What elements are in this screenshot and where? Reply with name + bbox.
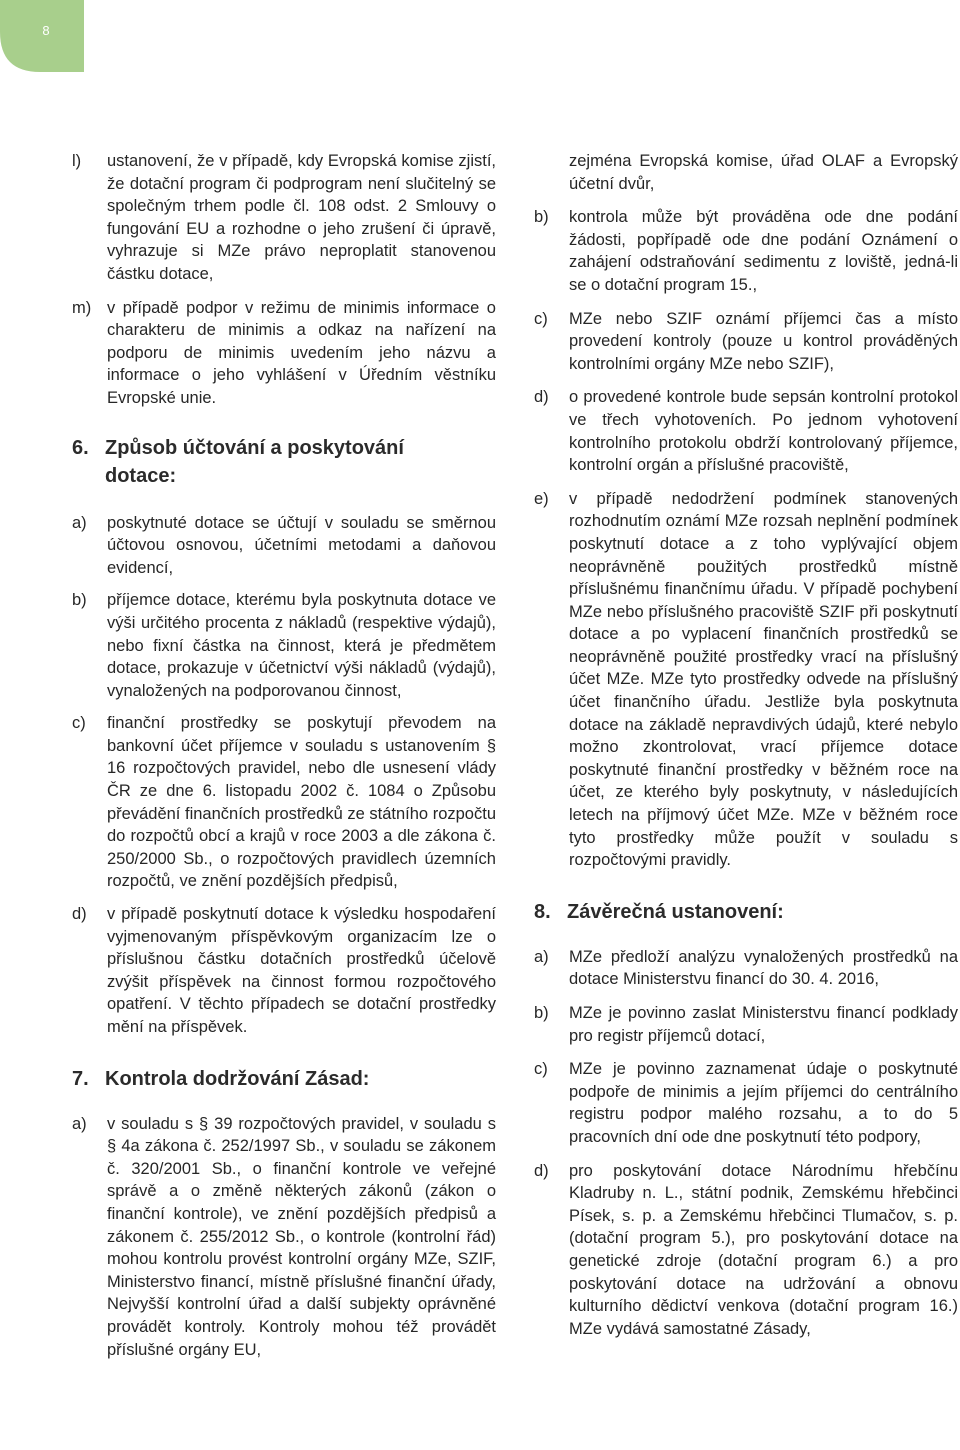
item-label: c) bbox=[534, 1060, 548, 1079]
list-item-l bbox=[72, 150, 496, 286]
item-label: a) bbox=[72, 1114, 87, 1133]
item-label: e) bbox=[534, 489, 549, 508]
section-6-item-c bbox=[72, 712, 496, 893]
item-text: v souladu s § 39 rozpočtových pravidel, v souladu s § 4a zákona č. 252/1997 Sb., v souladu se zákonem č. 320/2001 Sb., o finanční kontrole ve veřejné správě a o změně některých zákonů (zákon o finanční kontrole), ve znění pozdějších předpisů a zákonem č. 255/2012 Sb., o kontrole (kontrolní řád) mohou kontrolu provést kontrolní orgány MZe, SZIF, Ministerstvo financí, místně příslušné finanční úřady, Nejvyšší kontrolní úřad a další subjekty oprávněné provádět kontroly. Kontroly mohou též provádět příslušné orgány EU, bbox=[107, 1114, 496, 1359]
section-7-item-e bbox=[534, 488, 958, 872]
left-column bbox=[72, 150, 496, 1361]
list-item-m bbox=[72, 297, 496, 410]
section-7-item-a bbox=[72, 1113, 496, 1362]
item-label: c) bbox=[534, 309, 548, 328]
item-text: o provedené kontrole bude sepsán kontrolní protokol ve třech vyhotoveních. Po jednom vyhotovení kontrolního protokolu obdrží kontrolovaný příjemce, kontrolní orgán a příslušné pracoviště, bbox=[569, 388, 958, 475]
item-text: v případě podpor v režimu de minimis informace o charakteru de minimis a odkaz na nařízení na podporu de minimis uvedením jeho názvu a informace o jeho vyhlášení v Úředním věstníku Evropské unie. bbox=[107, 298, 496, 407]
section-8-item-d bbox=[534, 1160, 958, 1341]
item-label: l) bbox=[72, 152, 82, 170]
section-8-heading bbox=[534, 898, 958, 926]
section-title-line2: dotace: bbox=[105, 464, 177, 487]
continued-text bbox=[534, 150, 958, 195]
item-label: a) bbox=[534, 947, 549, 966]
section-title: Závěrečná ustanovení: bbox=[567, 900, 784, 923]
item-text: ustanovení, že v případě, kdy Evropská komise zjistí, že dotační program či podprogram není slučitelný se společným trhem podle čl. 108 odst. 2 Smlouvy o fungování EU a rozhodne o jeho zrušení či úpravě, vyhrazuje si MZe právo neproplatit stanovenou částku dotace, bbox=[107, 152, 496, 283]
section-8-item-a bbox=[534, 946, 958, 991]
item-label: d) bbox=[534, 1161, 549, 1180]
section-title: Kontrola dodržování Zásad: bbox=[105, 1067, 370, 1090]
section-number: 8. bbox=[534, 900, 551, 923]
item-label: c) bbox=[72, 714, 86, 733]
item-text: zejména Evropská komise, úřad OLAF a Evropský účetní dvůr, bbox=[569, 152, 958, 193]
item-text: MZe je povinno zaznamenat údaje o poskytnuté podpoře de minimis a jejím příjemci do centrálního registru podpor malého rozsahu, a to do 5 pracovních dní ode dne poskytnutí této podpory, bbox=[569, 1060, 958, 1146]
item-text: kontrola může být prováděna ode dne podání žádosti, popřípadě ode dne podání Oznámení o zahájení odstraňování sedimentu z loviště, jedná-li se o dotační program 15., bbox=[569, 208, 958, 294]
section-number: 7. bbox=[72, 1067, 89, 1090]
item-text: v případě nedodržení podmínek stanovených rozhodnutím oznámí MZe rozsah neplnění podmínek poskytnutí dotace a z toho vyplývající objem neoprávněně použitých prostředků místně příslušnému finančnímu úřadu. V případě pochybení MZe nebo příslušného pracoviště SZIF při poskytnutí dotace a po vyplacení finančních prostředků se neoprávněně použité prostředky vrací na příslušný účet MZe. MZe tyto prostředky odvede na příslušný účet finančního úřadu. Jestliže byla poskytnuta dotace na základě nepravdivých údajů, které nebylo možno zkontrolovat, vrací příjemce dotace poskytnuté finanční prostředky v běžném roce na účet, ze kterého byly poskytnuty, v následujících letech na příjmový účet MZe. MZe v běžném roce tyto prostředky může použít v souladu s rozpočtovými pravidly. bbox=[569, 489, 958, 870]
section-8-item-c bbox=[534, 1058, 958, 1148]
item-label: b) bbox=[534, 1004, 549, 1022]
item-label: b) bbox=[534, 208, 549, 227]
item-text: MZe je povinno zaslat Ministerstvu financí podklady pro registr příjemců dotací, bbox=[569, 1004, 958, 1045]
section-6-heading bbox=[72, 434, 496, 490]
item-text: příjemce dotace, kterému byla poskytnuta dotace ve výši určitého procenta z nákladů (respektive výdajů), nebo fixní částka na činnost, která je předmětem dotace, prokazuje v účetnictví výši nákladů (výdajů), vynaložených na podporovanou činnost, bbox=[107, 591, 496, 700]
section-8-item-b bbox=[534, 1002, 958, 1047]
item-text: MZe nebo SZIF oznámí příjemci čas a místo provedení kontroly (pouze u kontrol prováděných kontrolními orgány MZe nebo SZIF), bbox=[569, 309, 958, 373]
right-column bbox=[534, 150, 958, 1340]
item-text: poskytnuté dotace se účtují v souladu se směrnou účtovou osnovou, účetními metodami a daňovou evidencí, bbox=[107, 513, 496, 577]
item-text: v případě poskytnutí dotace k výsledku hospodaření vyjmenovaným příspěvkovým organizacím lze o příslušnou částku dotačních prostředků účelově zvýšit příspěvek na činnost formou rozpočtového opatření. V těchto případech se dotační prostředky mění na příspěvek. bbox=[107, 905, 496, 1036]
section-6-item-d bbox=[72, 903, 496, 1039]
item-text: pro poskytování dotace Národnímu hřebčínu Kladruby n. L., státní podnik, Zemskému hřebčinci Písek, s. p. a Zemskému hřebčinci Tlumačov, s. p. (dotační program 5.), pro poskytování dotace na genetické zdroje (dotační program 6.) a pro poskytování dotace na udržování a obnovu kulturního dědictví venkova (dotační program 16.) MZe vydává samostatné Zásady, bbox=[569, 1161, 958, 1338]
section-6-item-a bbox=[72, 512, 496, 580]
section-7-item-c bbox=[534, 308, 958, 376]
section-7-item-d bbox=[534, 386, 958, 476]
section-6-item-b bbox=[72, 589, 496, 702]
item-label: m) bbox=[72, 298, 92, 317]
section-7-item-b bbox=[534, 206, 958, 296]
page-number: 8 bbox=[42, 23, 50, 38]
item-label: b) bbox=[72, 591, 87, 610]
item-label: a) bbox=[72, 513, 87, 532]
item-text: finanční prostředky se poskytují převodem na bankovní účet příjemce v souladu s ustanovením § 16 rozpočtových pravidel, nebo dle usnesení vlády ČR ze dne 6. listopadu 2002 č. 1084 o Způsobu převádění finančních prostředků ze státního rozpočtu do rozpočtů obcí a krajů v roce 2003 a dle zákona č. 250/2000 Sb., o rozpočtových pravidlech územních rozpočtů, ve znění pozdějších předpisů, bbox=[107, 714, 496, 891]
item-label: d) bbox=[534, 388, 549, 407]
item-text: MZe předloží analýzu vynaložených prostředků na dotace Ministerstvu financí do 30. 4. 2016, bbox=[569, 947, 958, 989]
section-7-heading bbox=[72, 1065, 496, 1093]
section-title: Způsob účtování a poskytování bbox=[105, 436, 404, 459]
item-label: d) bbox=[72, 905, 87, 924]
section-number: 6. bbox=[72, 436, 89, 459]
